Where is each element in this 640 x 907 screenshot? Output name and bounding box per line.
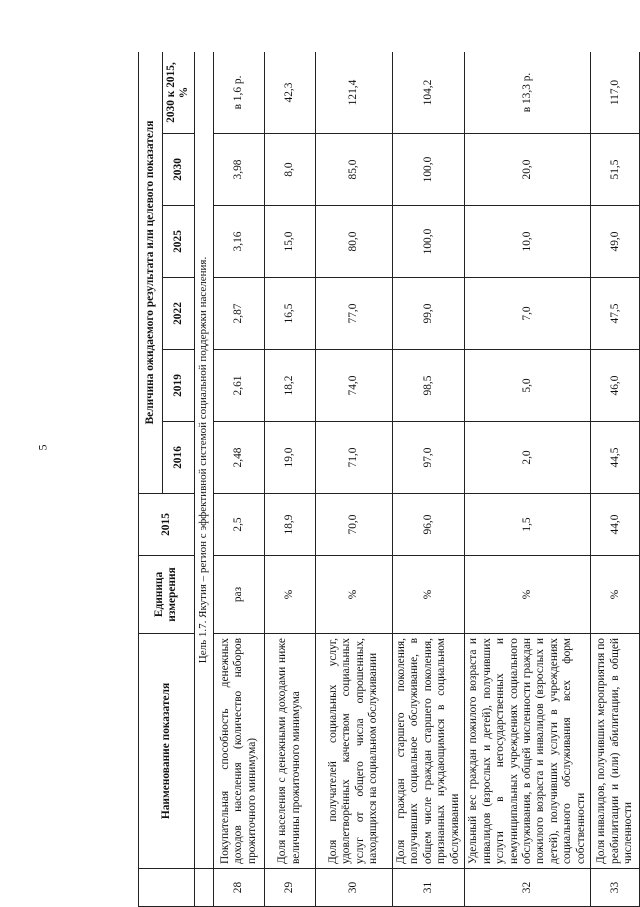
- row-2025: 15,0: [264, 206, 315, 278]
- row-2025: 3,16: [213, 206, 264, 278]
- row-2025: 49,0: [591, 206, 640, 278]
- row-number: 32: [465, 869, 591, 907]
- row-2022: 99,0: [392, 278, 464, 350]
- row-2030: 85,0: [315, 134, 392, 206]
- row-2016: 44,5: [591, 422, 640, 494]
- goal-row: [194, 52, 213, 907]
- row-number: 30: [315, 869, 392, 907]
- page-number: 5: [35, 444, 50, 451]
- goal-text: Цель 1.7. Якутия – регион с эффективной системой социальной поддержки населения.: [194, 52, 213, 869]
- table-row: [213, 52, 264, 907]
- row-number: 31: [392, 869, 464, 907]
- rotated-table-content: [138, 52, 640, 907]
- row-2030: 3,98: [213, 134, 264, 206]
- goal-no-cell: [194, 869, 213, 907]
- row-unit: %: [465, 556, 591, 634]
- row-2016: 71,0: [315, 422, 392, 494]
- row-name: Покупательная способность денежных доходов населения (количество наборов прожиточного минимума): [213, 634, 264, 869]
- header-row-1: [139, 52, 163, 907]
- header-year-2019: 2019: [163, 350, 195, 422]
- row-2022: 7,0: [465, 278, 591, 350]
- row-2019: 5,0: [465, 350, 591, 422]
- row-2015: 2,5: [213, 494, 264, 556]
- row-2022: 16,5: [264, 278, 315, 350]
- row-unit: %: [315, 556, 392, 634]
- row-name: Доля населения с денежными доходами ниже величины прожиточного минимума: [264, 634, 315, 869]
- row-unit: раз: [213, 556, 264, 634]
- row-2030: 51,5: [591, 134, 640, 206]
- row-number: 28: [213, 869, 264, 907]
- row-name: Удельный вес граждан пожилого возраста и инвалидов (взрослых и детей), получивших услуги в негосударственных и немуниципальных учреждениях социального обслуживания, в общей численности граждан пожилого возраста и инвалидов (взрослых и детей), получивших услуги в учреждениях социального обслуживания всех форм собственности: [465, 634, 591, 869]
- row-2016: 2,48: [213, 422, 264, 494]
- row-ratio: 121,4: [315, 52, 392, 134]
- row-2015: 1,5: [465, 494, 591, 556]
- row-2019: 46,0: [591, 350, 640, 422]
- row-2015: 44,0: [591, 494, 640, 556]
- row-ratio: 117,0: [591, 52, 640, 134]
- row-2025: 10,0: [465, 206, 591, 278]
- row-2016: 97,0: [392, 422, 464, 494]
- row-name: Доля граждан старшего поколения, получивших социальное обслуживание, в общем числе граждан старшего поколения, признанных нуждающимися в социальном обслуживании: [392, 634, 464, 869]
- row-unit: %: [392, 556, 464, 634]
- header-year-2025: 2025: [163, 206, 195, 278]
- header-group: Величина ожидаемого результата или целевого показателя: [139, 52, 163, 494]
- row-2015: 18,9: [264, 494, 315, 556]
- row-number: 33: [591, 869, 640, 907]
- row-ratio: в 1,6 р.: [213, 52, 264, 134]
- row-name: Доля получателей социальных услуг, удовлетворённых качеством социальных услуг от общего числа опрошенных, находящихся на социальном обслуживании: [315, 634, 392, 869]
- row-number: 29: [264, 869, 315, 907]
- row-unit: %: [591, 556, 640, 634]
- table-row: [392, 52, 464, 907]
- row-2015: 70,0: [315, 494, 392, 556]
- row-2016: 2,0: [465, 422, 591, 494]
- header-2015: 2015: [139, 494, 195, 556]
- table-row: [591, 52, 640, 907]
- row-2019: 74,0: [315, 350, 392, 422]
- header-year-2030: 2030: [163, 134, 195, 206]
- header-year-2016: 2016: [163, 422, 195, 494]
- row-2019: 2,61: [213, 350, 264, 422]
- header-year-2022: 2022: [163, 278, 195, 350]
- row-2022: 47,5: [591, 278, 640, 350]
- rotated-table-frame: [138, 52, 640, 907]
- indicators-table: [138, 52, 640, 907]
- row-2019: 98,5: [392, 350, 464, 422]
- row-2030: 20,0: [465, 134, 591, 206]
- row-ratio: 104,2: [392, 52, 464, 134]
- table-row: [315, 52, 392, 907]
- row-2022: 2,87: [213, 278, 264, 350]
- header-no: [139, 869, 195, 907]
- row-2022: 77,0: [315, 278, 392, 350]
- row-2015: 96,0: [392, 494, 464, 556]
- row-2030: 100,0: [392, 134, 464, 206]
- row-2016: 19,0: [264, 422, 315, 494]
- table-row: [465, 52, 591, 907]
- header-unit: Единица измерения: [139, 556, 195, 634]
- header-ratio: 2030 к 2015, %: [163, 52, 195, 134]
- row-2025: 100,0: [392, 206, 464, 278]
- row-name: Доля инвалидов, получивших мероприятия по реабилитации и (или) абилитации, в общей численности: [591, 634, 640, 869]
- row-unit: %: [264, 556, 315, 634]
- row-2030: 8,0: [264, 134, 315, 206]
- row-2025: 80,0: [315, 206, 392, 278]
- row-ratio: в 13,3 р.: [465, 52, 591, 134]
- table-row: [264, 52, 315, 907]
- row-2019: 18,2: [264, 350, 315, 422]
- row-ratio: 42,3: [264, 52, 315, 134]
- header-name: Наименование показателя: [139, 634, 195, 869]
